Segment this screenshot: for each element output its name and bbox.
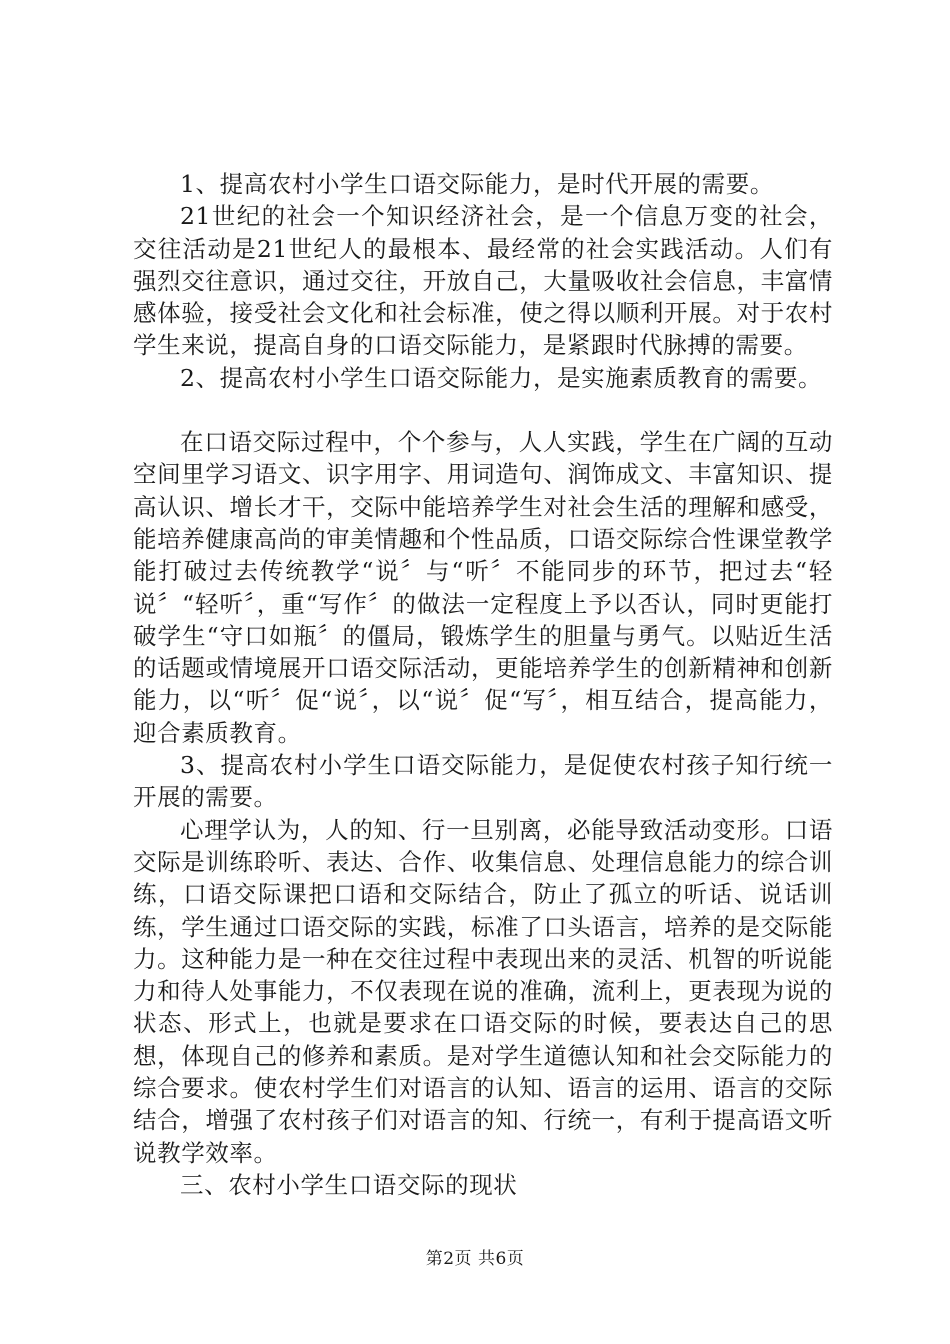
heading-paragraph-1: 1、提高农村小学生口语交际能力，是时代开展的需要。 [180, 170, 774, 198]
document-body [133, 168, 833, 1201]
body-paragraph-2: 在口语交际过程中，个个参与，人人实践，学生在广阔的互动空间里学习语文、识字用字、用词造句、润饰成文、丰富知识、提高认识、增长才干，交际中能培养学生对社会生活的理解和感受，能培养健康高尚的审美情趣和个性品质，口语交际综合性课堂教学能打破过去传统教学“说〞与“听〞不能同步的环节，把过去“轻说〞“轻听〞，重“写作〞的做法一定程度上予以否认，同时更能打破学生“守口如瓶〞的僵局，锻炼学生的胆量与勇气。以贴近生活的话题或情境展开口语交际活动，更能培养学生的创新精神和创新能力，以“听〞促“说〞，以“说〞促“写〞，相互结合，提高能力，迎合素质教育。 [133, 428, 833, 747]
section-heading-3: 三、农村小学生口语交际的现状 [180, 1170, 518, 1199]
heading-paragraph-2: 2、提高农村小学生口语交际能力，是实施素质教育的需要。 [180, 363, 823, 392]
page-number-footer: 第2页 共6页 [425, 1249, 525, 1269]
body-paragraph-1: 21世纪的社会一个知识经济社会，是一个信息万变的社会，交往活动是21世纪人的最根本、最经常的社会实践活动。人们有强烈交往意识，通过交往，开放自己，大量吸收社会信息，丰富情感体验，接受社会文化和社会标准，使之得以顺利开展。对于农村学生来说，提高自身的口语交际能力，是紧跟时代脉搏的需要。 [133, 202, 833, 360]
body-paragraph-3: 心理学认为，人的知、行一旦别离，必能导致活动变形。口语交际是训练聆听、表达、合作、收集信息、处理信息能力的综合训练，口语交际课把口语和交际结合，防止了孤立的听话、说话训练，学生通过口语交际的实践，标准了口头语言，培养的是交际能力。这种能力是一种在交往过程中表现出来的灵活、机智的听说能力和待人处事能力，不仅表现在说的准确，流利上，更表现为说的状态、形式上，也就是要求在口语交际的时候，要表达自己的思想，体现自己的修养和素质。是对学生道德认知和社会交际能力的综合要求。使农村学生们对语言的认知、语言的运用、语言的交际结合，增强了农村孩子们对语言的知、行统一，有利于提高语文听说教学效率。 [133, 815, 833, 1167]
heading-paragraph-3: 3、提高农村小学生口语交际能力，是促使农村孩子知行统一开展的需要。 [133, 751, 833, 812]
